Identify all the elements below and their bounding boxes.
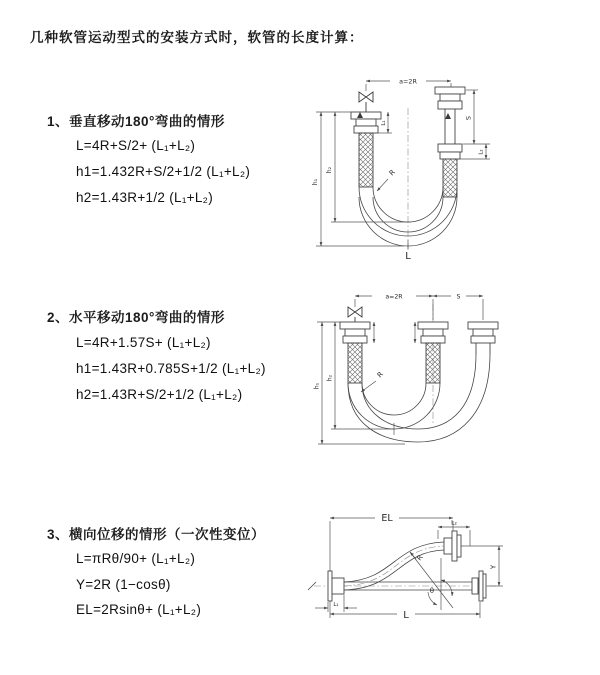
position-arrow [445, 113, 451, 119]
fitting-length-dims [374, 322, 415, 343]
left-hose-fitting [340, 322, 370, 383]
dim-label-l1: L₁ [333, 602, 339, 608]
dim-label-h2: h₂ [326, 374, 334, 382]
dim-label-l2: L₂ [451, 519, 457, 527]
section-3-heading: 3、横向位移的情形（一次性变位） [47, 527, 266, 542]
dim-label-r: R [387, 168, 397, 178]
dim-l-bottom [405, 240, 411, 262]
section-2-heading: 2、水平移动180°弯曲的情形 [47, 310, 225, 325]
dim-label-el: EL [381, 513, 393, 524]
radius-callout [410, 552, 425, 562]
diagram-lateral-displacement [298, 502, 598, 642]
right-flange-fitting [472, 571, 486, 601]
dim-label-r: R [415, 553, 425, 563]
dim-h1 [314, 322, 323, 444]
dim-extension-lines [355, 299, 483, 320]
section-3-formula-L: L=πRθ/90+ (L₁+L₂) [76, 551, 196, 566]
section-1-heading: 1、垂直移动180°弯曲的情形 [47, 114, 225, 129]
raised-flange-fitting [444, 531, 461, 561]
dim-label-r: R [375, 370, 385, 380]
dim-label-h1: h₁ [313, 382, 321, 390]
hose-s-curve [344, 542, 444, 590]
section-2-formula-h1: h1=1.43R+0.785S+1/2 (L₁+L₂) [76, 361, 266, 376]
dim-a2r [355, 293, 433, 300]
diagram-vertical-180-bend [308, 72, 508, 264]
dim-l1 [315, 595, 357, 612]
section-1-formula-L: L=4R+S/2+ (L₁+L₂) [76, 138, 196, 153]
dim-h2 [327, 322, 336, 429]
right-hose-fitting [435, 87, 465, 197]
dim-label-h1: h₁ [312, 178, 319, 186]
section-3-formula-EL: EL=2Rsinθ+ (L₁+L₂) [76, 602, 202, 617]
left-flange-fitting [328, 571, 344, 601]
radius-callout [377, 168, 397, 191]
section-1-formula-h1: h1=1.432R+S/2+1/2 (L₁+L₂) [76, 164, 251, 179]
dim-label-l1: L₁ [381, 120, 387, 126]
section-3-formula-Y: Y=2R (1−cosθ) [76, 577, 171, 592]
valve-icon [359, 92, 373, 112]
dim-h1 [312, 112, 321, 246]
dim-label-a2r: a=2R [399, 77, 417, 86]
section-1-formula-h2: h2=1.43R+1/2 (L₁+L₂) [76, 190, 214, 205]
middle-hose-fitting [418, 322, 448, 383]
valve-icon [348, 307, 362, 322]
left-hose-fitting [351, 112, 381, 187]
dim-label-y: Y [489, 564, 498, 570]
dim-h2 [326, 112, 335, 222]
dim-label-h2: h₂ [326, 166, 333, 174]
dim-el [330, 513, 453, 618]
dim-label-s: S [464, 115, 473, 121]
section-2-formula-h2: h2=1.43R+S/2+1/2 (L₁+L₂) [76, 387, 243, 402]
dim-label-l: L [403, 610, 409, 621]
right-hose-fitting [468, 322, 498, 354]
dim-label-s: S [456, 293, 461, 301]
radius-callout [361, 370, 385, 392]
dim-l-bottom [330, 602, 480, 621]
dim-s [463, 90, 490, 144]
dim-s [433, 293, 483, 300]
diagram-horizontal-180-bend [310, 282, 525, 462]
angle-construction [410, 552, 453, 610]
dim-l2 [458, 144, 490, 159]
dim-label-a2r: a=2R [385, 293, 403, 301]
page-title: 几种软管运动型式的安装方式时，软管的长度计算： [30, 30, 364, 45]
dim-label-theta: θ [429, 587, 434, 595]
section-2-formula-L: L=4R+1.57S+ (L₁+L₂) [76, 335, 211, 350]
dim-label-l2: L₂ [478, 149, 485, 155]
dim-label-l: L [405, 251, 411, 262]
